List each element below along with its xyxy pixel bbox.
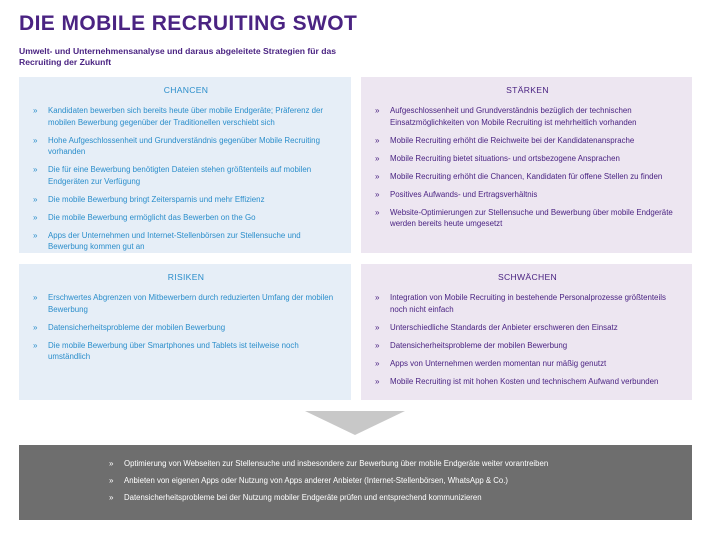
bullet-icon: » xyxy=(109,459,114,468)
risiken-title: RISIKEN xyxy=(167,272,205,282)
chancen-box xyxy=(19,77,351,253)
list-item-text: Unterschiedliche Standards der Anbieter erschweren den Einsatz xyxy=(390,322,618,332)
list-item xyxy=(375,189,680,201)
strategy-list xyxy=(109,458,692,504)
down-arrow-icon xyxy=(305,411,405,435)
list-item-text: Mobile Recruiting erhöht die Chancen, Kandidaten für offene Stellen zu finden xyxy=(390,171,663,181)
list-item-text: Website-Optimierungen zur Stellensuche und Bewerbung über mobile Endgeräte werden bereits heute umgesetzt xyxy=(390,207,673,228)
bullet-icon: » xyxy=(375,135,380,145)
list-item-text: Optimierung von Webseiten zur Stellensuche und insbesondere zur Bewerbung über mobile Endgeräte weiter vorantreiben xyxy=(124,459,549,468)
list-item xyxy=(375,105,680,128)
bullet-icon: » xyxy=(33,322,38,332)
staerken-list xyxy=(375,105,680,230)
list-item-text: Mobile Recruiting bietet situations- und ortsbezogene Ansprachen xyxy=(390,153,620,163)
list-item xyxy=(375,292,680,315)
list-item xyxy=(375,340,680,352)
list-item-text: Aufgeschlossenheit und Grundverständnis bezüglich der technischen Einsatzmöglichkeiten von Mobile Recruiting ist mehrheitlich vorhanden xyxy=(390,106,637,127)
page-subtitle: Umwelt- und Unternehmensanalyse und daraus abgeleitete Strategien für das Recruiting der Zukunft xyxy=(19,46,337,67)
list-item xyxy=(33,292,339,315)
chancen-list xyxy=(33,105,339,253)
list-item-text: Die für eine Bewerbung benötigten Dateien stehen größtenteils auf mobilen Endgeräten zur Verfügung xyxy=(48,165,312,186)
bullet-icon: » xyxy=(33,293,38,302)
risiken-list xyxy=(33,292,339,363)
list-item-text: Die mobile Bewerbung über Smartphones und Tablets ist teilweise noch umständlich xyxy=(48,340,299,361)
bullet-icon: » xyxy=(375,322,380,332)
list-item xyxy=(33,164,339,187)
list-item-text: Positives Aufwands- und Ertragsverhältnis xyxy=(390,189,538,199)
list-item xyxy=(109,475,692,487)
list-item xyxy=(33,230,339,253)
bullet-icon: » xyxy=(33,135,38,145)
list-item-text: Die mobile Bewerbung ermöglicht das Bewerben on the Go xyxy=(48,212,256,222)
list-item xyxy=(109,492,692,504)
staerken-title: STÄRKEN xyxy=(506,85,549,95)
bullet-icon: » xyxy=(33,165,38,174)
list-item xyxy=(375,153,680,165)
bullet-icon: » xyxy=(375,106,380,115)
list-item xyxy=(33,322,339,334)
list-item xyxy=(109,458,692,470)
list-item xyxy=(375,207,680,230)
list-item-text: Integration von Mobile Recruiting in bestehende Personalprozesse größtenteils noch nicht einfach xyxy=(390,293,666,314)
bullet-icon: » xyxy=(33,194,38,204)
bullet-icon: » xyxy=(375,293,380,302)
list-item xyxy=(33,212,339,224)
list-item-text: Apps der Unternehmen und Internet-Stellenbörsen zur Stellensuche und Bewerbung kommen gut an xyxy=(48,230,301,251)
schwaechen-box xyxy=(361,264,692,400)
list-item-text: Kandidaten bewerben sich bereits heute über mobile Endgeräte; Präferenz der mobilen Bewerbung gegenüber der Traditionellen verschiebt sich xyxy=(48,106,324,127)
bullet-icon: » xyxy=(33,230,38,240)
risiken-box xyxy=(19,264,351,400)
bullet-icon: » xyxy=(375,358,380,368)
list-item-text: Anbieten von eigenen Apps oder Nutzung von Apps anderer Anbieter (Internet-Stellenbörsen, WhatsApp & Co.) xyxy=(124,476,509,485)
list-item xyxy=(375,171,680,183)
bullet-icon: » xyxy=(375,340,380,350)
list-item-text: Datensicherheitsprobleme der mobilen Bewerbung xyxy=(48,322,226,332)
list-item-text: Apps von Unternehmen werden momentan nur mäßig genutzt xyxy=(390,358,607,368)
bullet-icon: » xyxy=(109,493,114,502)
bullet-icon: » xyxy=(33,340,38,350)
list-item xyxy=(33,194,339,206)
list-item-text: Datensicherheitsprobleme bei der Nutzung mobiler Endgeräte prüfen und entsprechend kommunizieren xyxy=(124,493,482,502)
list-item-text: Datensicherheitsprobleme der mobilen Bewerbung xyxy=(390,340,568,350)
list-item xyxy=(33,340,339,363)
list-item xyxy=(375,322,680,334)
list-item-text: Die mobile Bewerbung bringt Zeitersparnis und mehr Effizienz xyxy=(48,194,265,204)
list-item xyxy=(33,105,339,128)
list-item-text: Mobile Recruiting ist mit hohen Kosten und technischem Aufwand verbunden xyxy=(390,376,659,386)
list-item xyxy=(33,135,339,158)
list-item xyxy=(375,358,680,370)
bullet-icon: » xyxy=(375,153,380,163)
list-item-text: Mobile Recruiting erhöht die Reichweite bei der Kandidatenansprache xyxy=(390,135,635,145)
schwaechen-title: SCHWÄCHEN xyxy=(497,272,558,282)
bullet-icon: » xyxy=(33,212,38,222)
bullet-icon: » xyxy=(375,207,380,217)
bullet-icon: » xyxy=(375,171,380,181)
chancen-title: CHANCEN xyxy=(163,85,209,95)
list-item xyxy=(375,135,680,147)
list-item-text: Hohe Aufgeschlossenheit und Grundverständnis gegenüber Mobile Recruiting vorhanden xyxy=(48,135,320,156)
page-title: DIE MOBILE RECRUITING SWOT xyxy=(19,12,358,35)
staerken-box xyxy=(361,77,692,253)
bullet-icon: » xyxy=(375,376,380,386)
bullet-icon: » xyxy=(109,476,114,485)
bullet-icon: » xyxy=(33,106,38,115)
bullet-icon: » xyxy=(375,189,380,199)
schwaechen-list xyxy=(375,292,680,387)
strategy-box xyxy=(19,445,692,520)
list-item-text: Erschwertes Abgrenzen von Mitbewerbern durch reduzierten Umfang der mobilen Bewerbung xyxy=(48,293,334,314)
list-item xyxy=(375,376,680,388)
